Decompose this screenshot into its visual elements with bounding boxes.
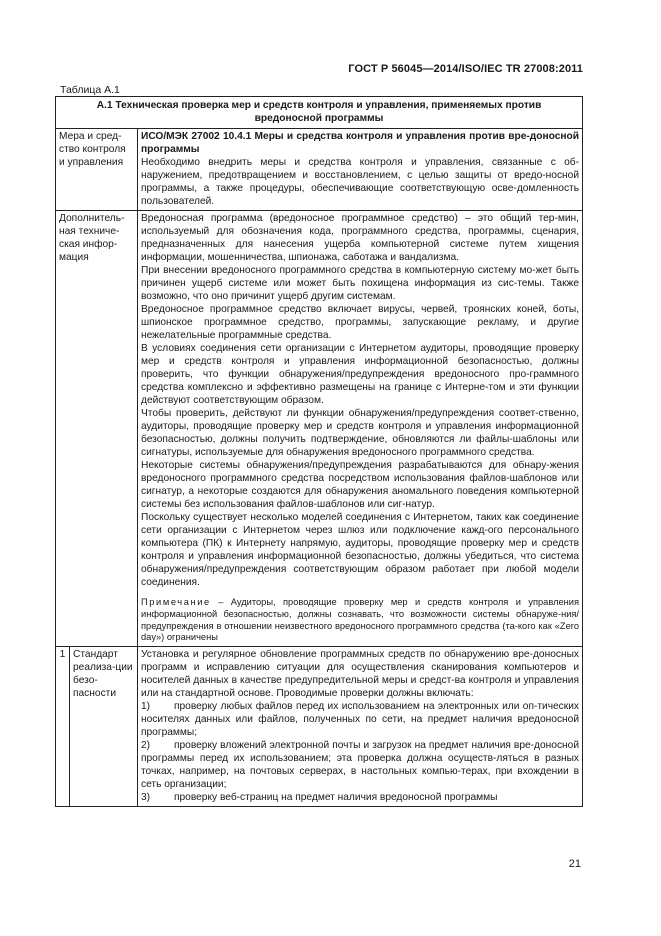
table-row-additional-info (56, 211, 583, 647)
list-item (141, 739, 579, 791)
info-paragraph: Вредоносная программа (вредоносное программное средство) – это общий тер-мин, используемый для обозначения кода, программного средства, программы, сценария, предназначенных для нанесения ущерба компьютерной системе путем хищения информации, мошенничества, шпионажа, саботажа и вандализма. (141, 213, 580, 263)
standard-paragraph: Установка и регулярное обновление программных средств по обнаружению вре-доносных программ и исправлению ситуации для осуществления сканирования компьютеров и носителей данных в качестве предупредительной меры и средст-ва контроля и управления или на стандартной основе. Проводимые проверки должны включать: (141, 649, 580, 700)
control-paragraph: Необходимо внедрить меры и средства контроля и управления, связанные с об-наружением, предотвращением и восстановлением, с целью защиты от вредо-носной программы, а также процедуры, обеспечивающие соответствующую осве-домленность пользователей. (141, 157, 580, 207)
page-number: 21 (568, 858, 581, 870)
row-label-additional-info: Дополнитель-ная техниче-ская инфор-мация (56, 211, 138, 647)
standard-header: ГОСТ Р 56045—2014/ISO/IEC TR 27008:2011 (348, 63, 583, 75)
row-label-control: Мера и сред-ство контроля и управления (56, 129, 138, 211)
row-number: 1 (56, 647, 70, 807)
list-item-number: 3) (141, 792, 151, 804)
info-paragraph: Некоторые системы обнаружения/предупреждения разрабатываются для обнару-жения вредоносного программного средства посредством использования файлов-шаблонов или сигнатур, а некоторые создаются для обнаружения аномального поведения компьютерной системы без использования файлов-шаблонов или сиг-натур. (141, 460, 580, 510)
note (141, 597, 579, 644)
info-paragraph: Вредоносное программное средство включает вирусы, червей, троянских коней, боты, шпионское программное средство, программы, запускающие рекламу, и другие нежелательные программные средства. (141, 304, 580, 341)
table-row-standard (56, 647, 583, 807)
list-item-number: 1) (141, 701, 151, 713)
list-item-text: проверку вложений электронной почты и загрузок на предмет наличия вре-доносной программы перед их использованием; эта проверка должна осуществ-ляться в разных точках, например, на почтовых серверах, в настольных компью-терах, при вхождении в сеть организации; (141, 740, 580, 791)
note-text: – Аудиторы, проводящие проверку мер и средств контроля и управления информационной безопасностью, должны сознавать, что возможности системы обнаруже-ния/предупреждения в отношении неизвестного вредоносного программного средства (та-кого как «Zero day») ограничены (141, 597, 580, 643)
note-label: Примечание (141, 597, 211, 607)
list-item (141, 700, 579, 739)
info-paragraph: В условиях соединения сети организации с Интернетом аудиторы, проводящие проверку мер и средств контроля и управления информационной безопасностью, должны проверить, что функции обнаружения/предупреждения вредоносного про-граммного средства комплексно и эффективно размещены на границе с Интерне-том и эти функции действуют соответствующим образом. (141, 343, 580, 406)
row-label-standard: Стандарт реализа-ции безо-пасности (70, 647, 138, 807)
table-title-row (56, 97, 583, 129)
list-item-number: 2) (141, 740, 151, 752)
table-title: А.1 Техническая проверка мер и средств контроля и управления, применяемых против вредоносной программы (56, 97, 583, 129)
row-content-standard (138, 647, 583, 807)
list-item (141, 791, 579, 804)
info-paragraph: Чтобы проверить, действуют ли функции обнаружения/предупреждения соответ-ственно, аудиторы, проводящие проверку мер и средств контроля и управления информационной безопасностью, должны получить подтверждение, обновляются ли файлы-шаблоны или сигнатуры, используемые для обнаружения вредоносного программного средства. (141, 408, 580, 458)
table-label: Таблица А.1 (60, 84, 120, 96)
control-heading: ИСО/МЭК 27002 10.4.1 Меры и средства контроля и управления против вре-доносной программы (141, 131, 580, 155)
info-paragraph: Поскольку существует несколько моделей соединения с Интернетом, таких как соединение сети организации с Интернетом через шлюз или подключение кажд-ого персонального компьютера (ПК) к Интернету напрямую, аудиторы, проводящие проверку мер и средств контроля и управления информационной безопасностью, должны убедиться, что система обнаружения/предупреждения соответствующим образом работает при любой модели соединения. (141, 512, 580, 588)
list-item-text: проверку веб-страниц на предмет наличия вредоносной программы (174, 792, 498, 804)
row-content-additional-info (138, 211, 583, 647)
info-paragraph: При внесении вредоносного программного средства в компьютерную систему мо-жет быть причинен ущерб системе или может быть похищена информация из сис-темы. Также возможно, что оно причинит ущерб другим системам. (141, 265, 580, 302)
list-item-text: проверку любых файлов перед их использованием на электронных или оп-тических носителях данных или файлов, полученных по сети, на предмет наличия вредоносной программы; (141, 701, 580, 739)
audit-table (55, 96, 583, 807)
table-row-control (56, 129, 583, 211)
row-content-control (138, 129, 583, 211)
